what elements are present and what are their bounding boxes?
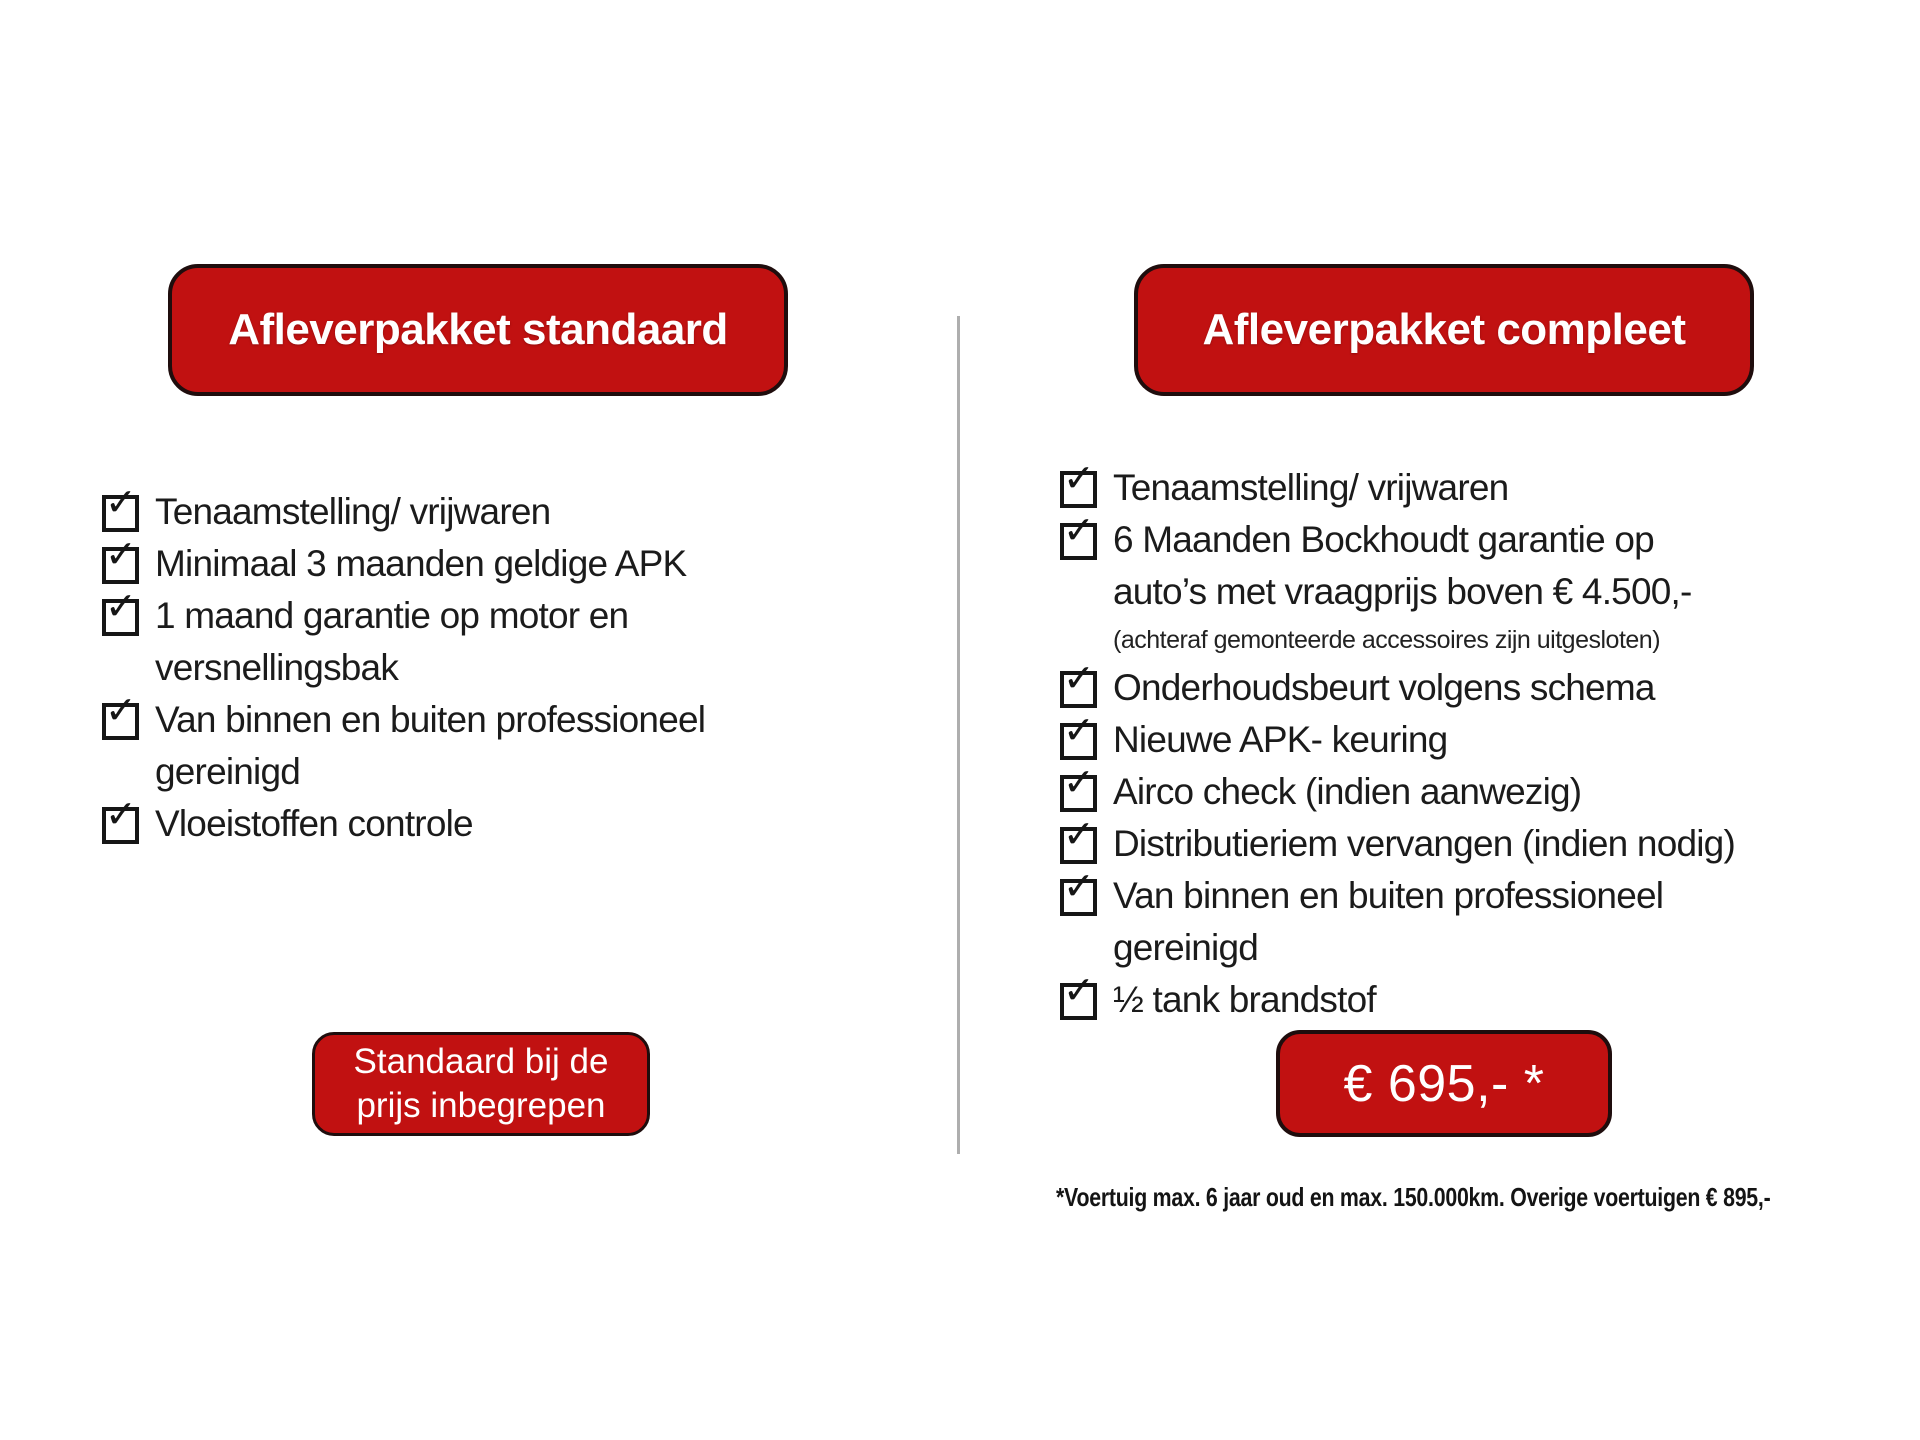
checklist-item	[1060, 812, 1860, 870]
checklist-item-text	[1113, 462, 1508, 514]
right-package-header: Afleverpakket compleet	[1134, 264, 1754, 396]
checklist-item-text	[155, 694, 705, 798]
checklist-item-line: Tenaamstelling/ vrijwaren	[1113, 467, 1509, 508]
checkbox-checked-icon: ✓	[1060, 983, 1097, 1020]
checkbox-checked-icon: ✓	[1060, 827, 1097, 864]
right-checklist	[1060, 456, 1860, 1026]
badge-line-1: Standaard bij de	[353, 1042, 609, 1081]
checklist-item-line: Vloeistoffen controle	[155, 803, 473, 844]
checklist-item	[1060, 864, 1860, 974]
checklist-item-line: Minimaal 3 maanden geldige APK	[155, 543, 687, 584]
checklist-item-text	[1113, 870, 1663, 974]
checklist-item-line: Nieuwe APK- keuring	[1113, 719, 1448, 760]
vertical-divider	[957, 316, 960, 1154]
checklist-item-text	[155, 538, 686, 590]
checklist-item-line: 1 maand garantie op motor en	[155, 595, 629, 636]
checklist-item-line: Van binnen en buiten professioneel	[1113, 875, 1664, 916]
checklist-item-text	[155, 798, 473, 850]
checklist-item-line: auto’s met vraagprijs boven € 4.500,-	[1113, 571, 1692, 612]
checklist-item	[102, 480, 842, 538]
checklist-item-line: Distributieriem vervangen (indien nodig)	[1113, 823, 1735, 864]
checklist-item-text	[1113, 514, 1692, 662]
checklist-item	[1060, 508, 1860, 662]
checklist-item-text	[1113, 818, 1735, 870]
price-badge: € 695,- *	[1276, 1030, 1612, 1137]
checklist-item-text	[155, 486, 550, 538]
checklist-item-line: Airco check (indien aanwezig)	[1113, 771, 1582, 812]
left-package-header: Afleverpakket standaard	[168, 264, 788, 396]
checklist-item	[1060, 708, 1860, 766]
checklist-item	[102, 688, 842, 798]
checkbox-checked-icon: ✓	[1060, 723, 1097, 760]
checklist-item	[1060, 656, 1860, 714]
checklist-item-text	[155, 590, 628, 694]
checklist-item-text	[1113, 662, 1655, 714]
checklist-item-note: (achteraf gemonteerde accessoires zijn uitgesloten)	[1113, 626, 1661, 654]
standard-included-badge	[312, 1032, 650, 1136]
checklist-item-line: ½ tank brandstof	[1113, 979, 1376, 1020]
checklist-item	[102, 532, 842, 590]
checklist-item-line: versnellingsbak	[155, 647, 399, 688]
checklist-item-line: 6 Maanden Bockhoudt garantie op	[1113, 519, 1654, 560]
checklist-item-text	[1113, 974, 1376, 1026]
checkbox-checked-icon: ✓	[102, 599, 139, 636]
checklist-item-line: gereinigd	[155, 751, 301, 792]
left-checklist	[102, 480, 842, 850]
checkbox-checked-icon: ✓	[1060, 775, 1097, 812]
checklist-item-line: Van binnen en buiten professioneel	[155, 699, 706, 740]
checkbox-checked-icon: ✓	[1060, 671, 1097, 708]
badge-line-2: prijs inbegrepen	[356, 1086, 606, 1125]
checklist-item	[1060, 456, 1860, 514]
checkbox-checked-icon: ✓	[102, 547, 139, 584]
checkbox-checked-icon: ✓	[1060, 523, 1097, 560]
checkbox-checked-icon: ✓	[1060, 879, 1097, 916]
checklist-item-line: Tenaamstelling/ vrijwaren	[155, 491, 551, 532]
checklist-item-line: Onderhoudsbeurt volgens schema	[1113, 667, 1655, 708]
checklist-item	[1060, 760, 1860, 818]
price-footnote: *Voertuig max. 6 jaar oud en max. 150.000km. Overige voertuigen € 895,-	[1056, 1182, 1771, 1212]
checkbox-checked-icon: ✓	[102, 495, 139, 532]
checklist-item-text	[1113, 766, 1581, 818]
checklist-item	[1060, 968, 1860, 1026]
checklist-item	[102, 584, 842, 694]
checklist-item	[102, 792, 842, 850]
checklist-item-text	[1113, 714, 1447, 766]
checkbox-checked-icon: ✓	[1060, 471, 1097, 508]
checkbox-checked-icon: ✓	[102, 807, 139, 844]
checkbox-checked-icon: ✓	[102, 703, 139, 740]
checklist-item-line: gereinigd	[1113, 927, 1259, 968]
